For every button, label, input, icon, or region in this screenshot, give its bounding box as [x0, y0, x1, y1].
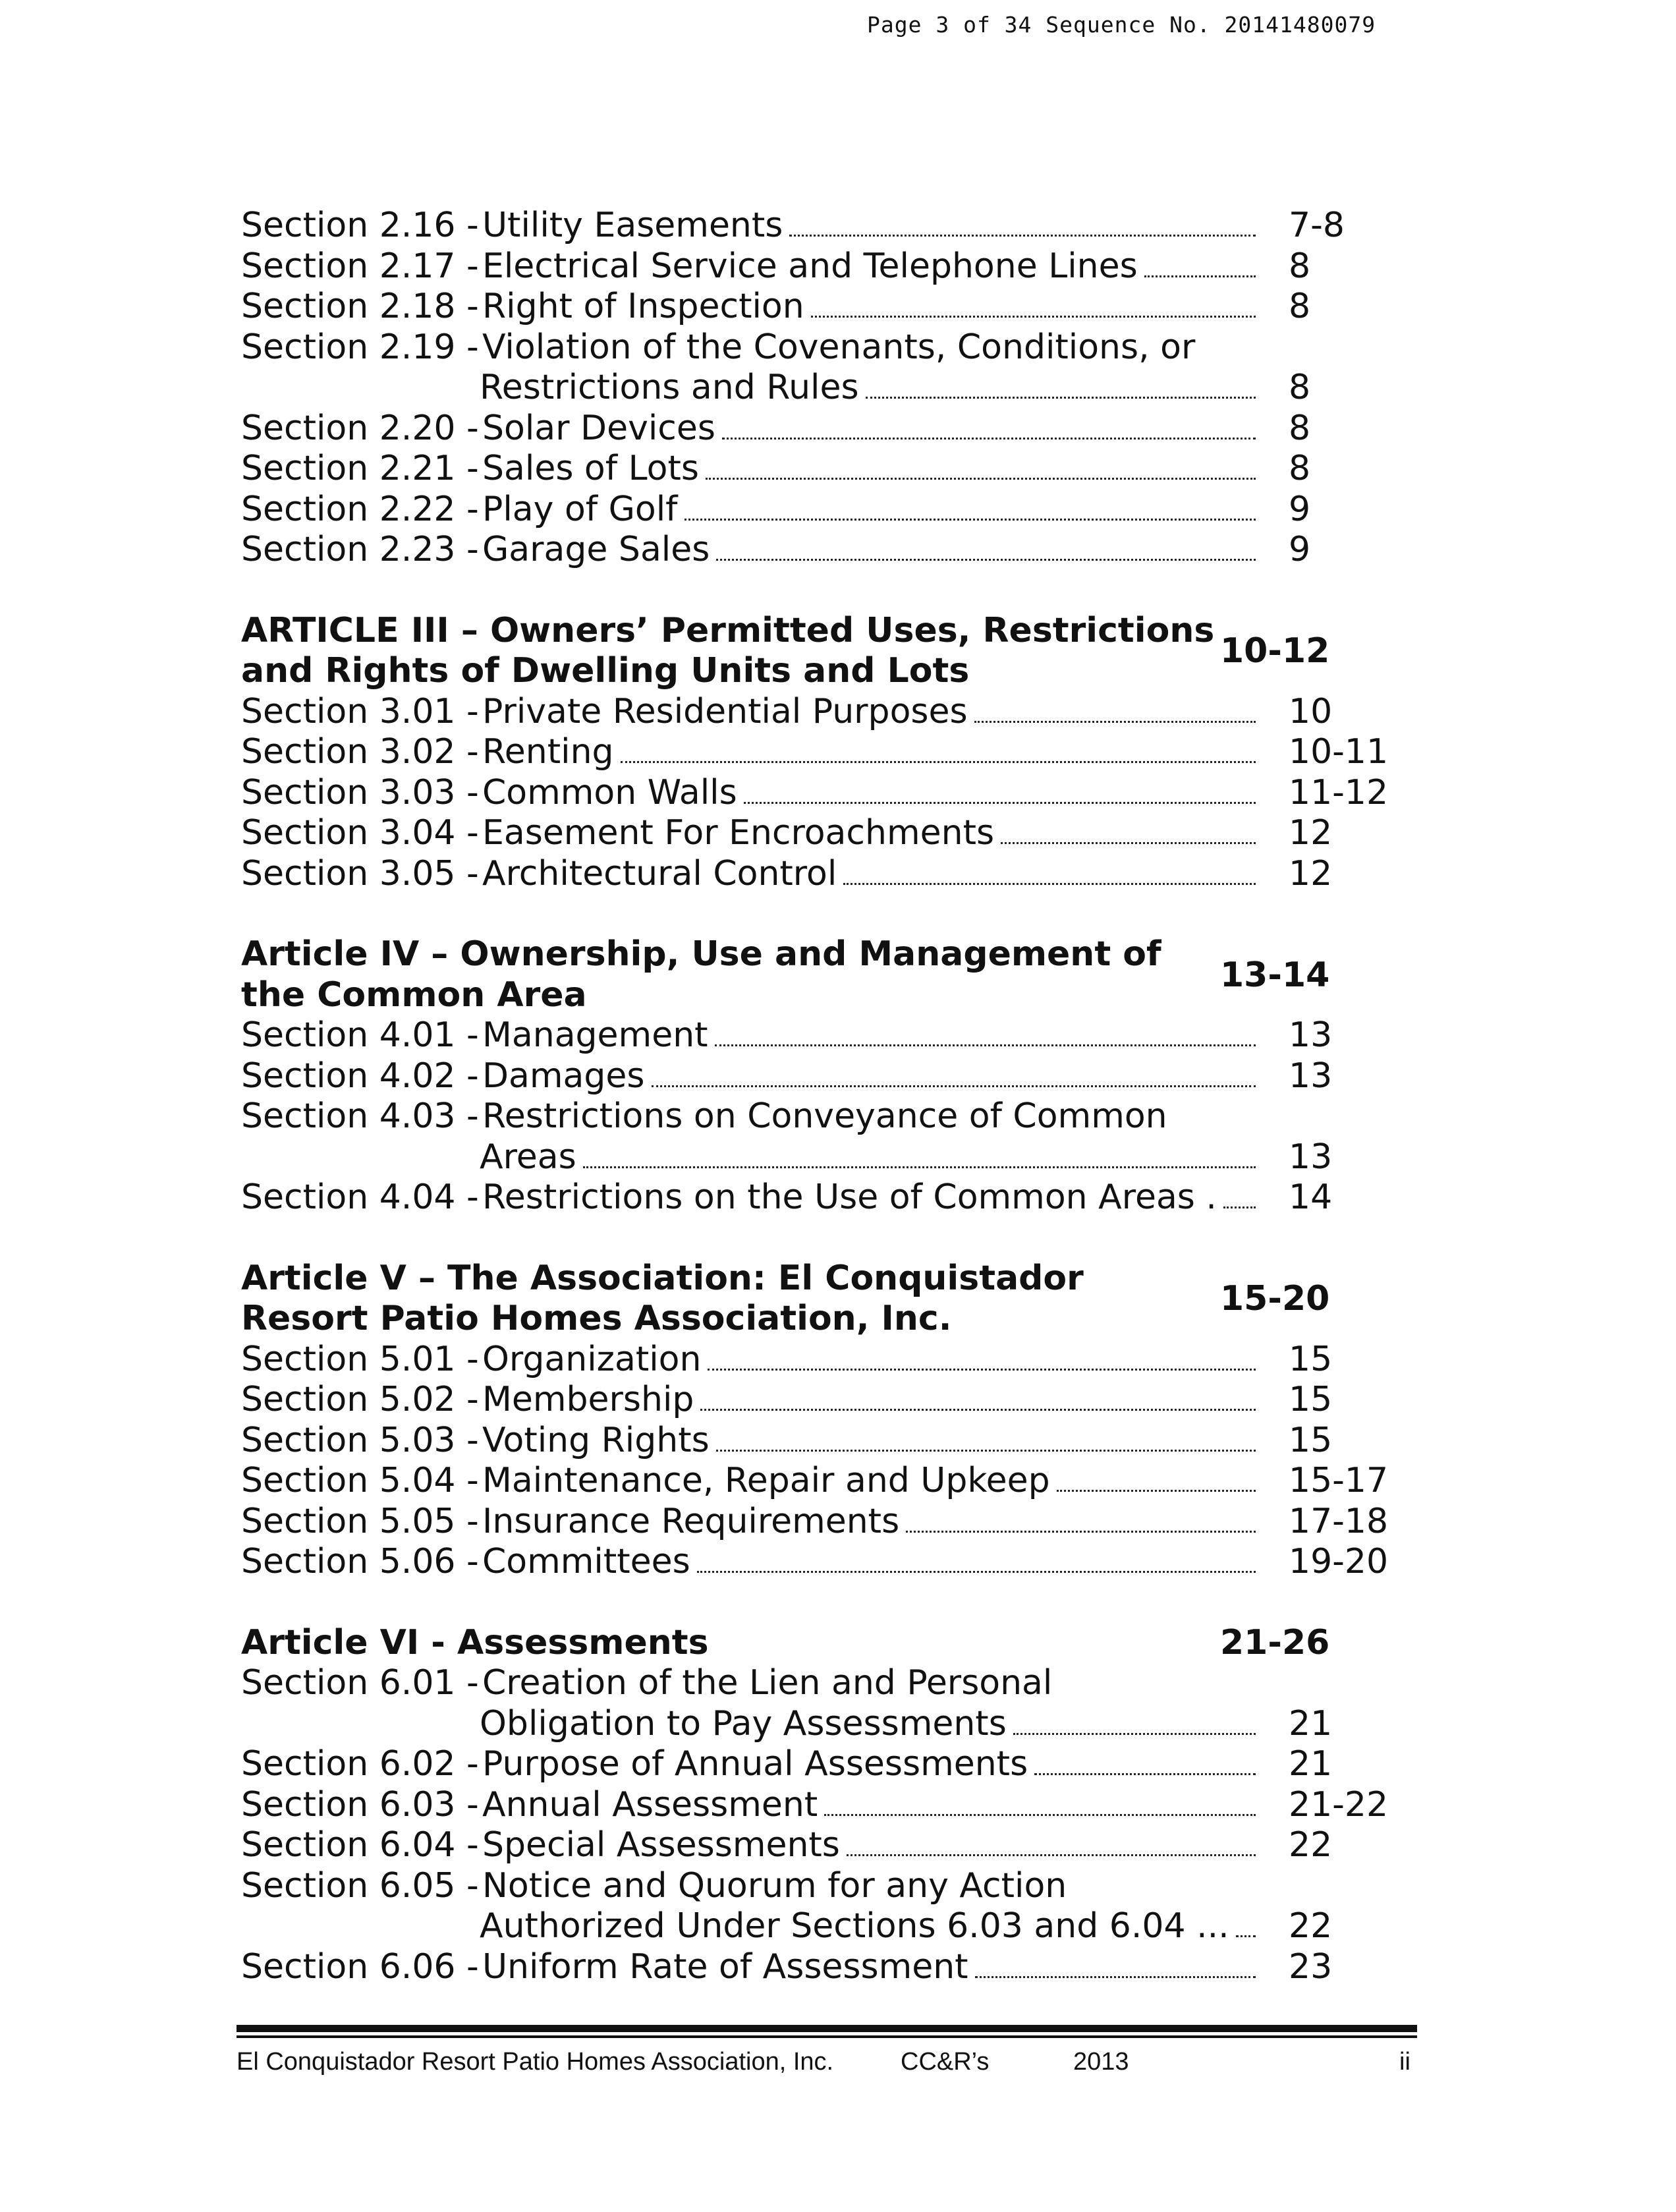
toc-entry-number: Section 2.22 - [241, 489, 479, 529]
toc-entry [241, 1785, 1401, 1826]
toc-entry-title-wrap [482, 490, 1289, 530]
article-title: Article V – The Association: El Conquistador Resort Patio Homes Association, Inc. [241, 1258, 1084, 1338]
toc-entry-page: 8 [1289, 449, 1311, 488]
toc-entry-number: Section 5.01 - [241, 1339, 479, 1379]
toc-entry-title-wrap [480, 368, 1289, 409]
toc-entry-title: Common Walls [482, 772, 737, 812]
footer-year: 2013 [1073, 2048, 1129, 2076]
toc-entry-page: 9 [1289, 530, 1311, 569]
toc-entry-title-wrap [482, 773, 1289, 814]
toc-entry-title-wrap [482, 813, 1289, 854]
toc-entry-title: Damages [482, 1056, 645, 1096]
dot-leader [1144, 275, 1256, 277]
toc-entry [241, 1906, 1401, 1947]
dot-leader [975, 1976, 1256, 1978]
toc-entry-page: 10-11 [1289, 732, 1389, 772]
toc-entry-title: Restrictions on the Use of Common Areas . [482, 1177, 1217, 1217]
toc-entry-title-wrap [482, 1177, 1289, 1218]
toc-entry-title: Right of Inspection [482, 287, 804, 326]
toc-entry-page: 7-8 [1289, 206, 1345, 245]
toc-entry-number: Section 3.02 - [241, 732, 479, 772]
toc-entry-number: Section 2.21 - [241, 449, 479, 488]
toc-entry-title-wrap [482, 732, 1289, 773]
toc-entry-title: Voting Rights [482, 1420, 710, 1460]
toc-entry-title-wrap [482, 1056, 1289, 1097]
toc-entry-title-wrap [482, 1015, 1289, 1056]
toc-entry-title: Restrictions on Conveyance of Common [482, 1096, 1167, 1136]
toc-entry-number: Section 2.23 - [241, 530, 479, 569]
toc-entry [241, 1421, 1401, 1461]
page-footer [237, 2048, 1417, 2081]
dot-leader [1223, 1206, 1256, 1208]
toc-entry-page: 12 [1289, 853, 1333, 893]
toc-entry-title: Creation of the Lien and Personal [482, 1663, 1053, 1703]
toc-entry-title: Renting [482, 732, 614, 772]
toc-entry [241, 1663, 1401, 1704]
toc-entry-page: 23 [1289, 1946, 1333, 1987]
toc-entry [241, 1056, 1401, 1097]
dot-leader [1236, 1935, 1256, 1937]
toc-entry-number: Section 5.02 - [241, 1380, 479, 1419]
toc-entry-title: Electrical Service and Telephone Lines [482, 246, 1138, 286]
toc-entry-title: Easement For Encroachments [482, 813, 995, 853]
toc-entry-number: Section 4.03 - [241, 1096, 479, 1136]
toc-entry-page: 13 [1289, 1056, 1333, 1096]
toc-entry-title-wrap [480, 1137, 1289, 1178]
toc-entry-title-wrap [482, 1421, 1289, 1461]
toc-entry-title-wrap [482, 1744, 1289, 1785]
toc-entry [241, 206, 1401, 246]
footer-rule [237, 2025, 1417, 2032]
toc-entry-page: 13 [1289, 1015, 1333, 1055]
toc-entry [241, 1947, 1401, 1988]
toc-entry [241, 490, 1401, 530]
article-pages: 13-14 [1220, 955, 1330, 995]
toc-entry [241, 773, 1401, 814]
toc-entry-title: Play of Golf [482, 489, 678, 529]
dot-leader [697, 1571, 1256, 1573]
toc-entry-title-wrap [482, 692, 1289, 733]
toc-entry-title: Uniform Rate of Assessment [482, 1946, 968, 1987]
toc-entry-title-wrap [482, 1096, 1289, 1137]
dot-leader [621, 761, 1256, 763]
toc-entry-title: Purpose of Annual Assessments [482, 1744, 1028, 1784]
toc-entry-title-wrap [482, 1785, 1289, 1826]
toc-entry-number: Section 3.04 - [241, 813, 479, 853]
dot-leader [744, 802, 1256, 804]
toc-entry-title-wrap [482, 854, 1289, 895]
toc-entry-page: 15-17 [1289, 1461, 1389, 1500]
toc-entry-page: 15 [1289, 1339, 1333, 1379]
toc-entry-page: 21 [1289, 1703, 1333, 1744]
toc-entry-number: Section 5.04 - [241, 1461, 479, 1500]
toc-entry [241, 1502, 1401, 1543]
toc-entry-title: Special Assessments [482, 1825, 840, 1865]
toc-entry-title: Violation of the Covenants, Conditions, or [482, 327, 1196, 367]
toc-entry [241, 692, 1401, 733]
dot-leader [700, 1409, 1256, 1411]
toc-entry-page: 13 [1289, 1137, 1333, 1177]
toc-entry [241, 1866, 1401, 1907]
toc-entry-page: 15 [1289, 1380, 1333, 1419]
article-title: Article VI - Assessments [241, 1622, 709, 1662]
dot-leader [722, 438, 1256, 440]
toc-entry-title: Annual Assessment [482, 1784, 818, 1825]
toc-entry-title-wrap [482, 409, 1289, 449]
dot-leader [789, 235, 1256, 237]
toc-entry-title-wrap [482, 1502, 1289, 1543]
toc-entry [241, 1542, 1401, 1583]
dot-leader [847, 1854, 1256, 1856]
toc-entry-page: 22 [1289, 1825, 1333, 1865]
toc-entry-page: 12 [1289, 813, 1333, 853]
article-4-heading [241, 934, 1401, 1015]
page-header-sequence: Page 3 of 34 Sequence No. 20141480079 [867, 12, 1376, 38]
dot-leader [843, 883, 1256, 885]
footer-doc: CC&R’s [901, 2048, 990, 2076]
toc-entry-title: Architectural Control [482, 853, 837, 893]
toc-entry-title-wrap [480, 1906, 1289, 1947]
toc-entry-page: 11-12 [1289, 772, 1389, 812]
toc-entry-page: 21 [1289, 1744, 1333, 1784]
toc-entry-page: 17-18 [1289, 1501, 1389, 1541]
toc-entry-page: 8 [1289, 287, 1311, 326]
toc-group-article-5 [241, 1340, 1401, 1583]
toc-group-article-3 [241, 692, 1401, 895]
toc-entry-number: Section 3.01 - [241, 691, 479, 731]
toc-entry-title-wrap [482, 1663, 1289, 1704]
toc-entry [241, 813, 1401, 854]
article-title: Article IV – Ownership, Use and Management of the Common Area [241, 934, 1161, 1015]
toc-entry-title: Obligation to Pay Assessments [480, 1703, 1007, 1744]
toc-entry-page: 22 [1289, 1906, 1333, 1946]
toc-entry [241, 1137, 1401, 1178]
toc-entry-page: 9 [1289, 489, 1311, 529]
toc-entry-title-wrap [482, 287, 1289, 327]
toc-entry-number: Section 6.05 - [241, 1865, 479, 1906]
dot-leader [583, 1166, 1256, 1168]
dot-leader [715, 1044, 1256, 1046]
toc-entry-title: Sales of Lots [482, 449, 699, 488]
toc-entry-title: Membership [482, 1380, 694, 1419]
toc-entry-number: Section 4.02 - [241, 1056, 479, 1096]
toc-entry-title-wrap [482, 1825, 1289, 1866]
dot-leader [1057, 1490, 1256, 1492]
toc-entry-title: Management [482, 1015, 708, 1055]
dot-leader [1001, 842, 1256, 844]
toc-entry [241, 246, 1401, 287]
toc-entry-title: Organization [482, 1339, 702, 1379]
article-6-heading [241, 1623, 1401, 1664]
toc-entry-title-wrap [482, 1380, 1289, 1421]
dot-leader [906, 1531, 1256, 1533]
toc-entry-title-wrap [480, 1704, 1289, 1745]
article-pages: 15-20 [1220, 1279, 1330, 1319]
toc-entry-title: Utility Easements [482, 206, 783, 245]
toc-entry-number: Section 6.04 - [241, 1825, 479, 1865]
toc-entry-number: Section 4.01 - [241, 1015, 479, 1055]
toc-entry [241, 1096, 1401, 1137]
toc-entry-title-wrap [482, 327, 1289, 368]
toc-entry-title-wrap [482, 1542, 1289, 1583]
toc-entry-page: 10 [1289, 691, 1333, 731]
toc-entry-number: Section 3.05 - [241, 853, 479, 893]
toc-entry-title-wrap [482, 1947, 1289, 1988]
article-pages: 10-12 [1220, 631, 1330, 671]
toc-entry-number: Section 6.03 - [241, 1784, 479, 1825]
toc-group-article-6 [241, 1663, 1401, 1987]
toc-entry-page: 8 [1289, 368, 1311, 407]
toc-group-article-4 [241, 1015, 1401, 1218]
dot-leader [866, 397, 1256, 399]
toc-entry-number: Section 5.06 - [241, 1542, 479, 1581]
dot-leader [811, 316, 1256, 318]
toc-entry-title: Authorized Under Sections 6.03 and 6.04 ... [480, 1906, 1229, 1946]
toc-entry-title: Maintenance, Repair and Upkeep [482, 1461, 1050, 1500]
toc-entry-number: Section 2.17 - [241, 246, 479, 286]
toc-entry-number: Section 2.20 - [241, 408, 479, 448]
dot-leader [684, 519, 1256, 521]
toc-entry-title-wrap [482, 246, 1289, 287]
toc-entry-title: Garage Sales [482, 530, 710, 569]
toc-entry-page: 14 [1289, 1177, 1333, 1217]
toc-entry-number: Section 6.02 - [241, 1744, 479, 1784]
toc-entry-title-wrap [482, 449, 1289, 490]
toc-entry-title-wrap [482, 1866, 1289, 1907]
article-3-heading [241, 611, 1401, 692]
table-of-contents [241, 206, 1401, 1987]
toc-entry-title: Restrictions and Rules [480, 368, 859, 407]
toc-entry-title: Solar Devices [482, 408, 715, 448]
toc-entry [241, 530, 1401, 571]
toc-entry-title: Areas [480, 1137, 576, 1177]
toc-entry [241, 287, 1401, 327]
toc-entry-number: Section 3.03 - [241, 772, 479, 812]
toc-entry-title: Notice and Quorum for any Action [482, 1865, 1067, 1906]
dot-leader [824, 1814, 1256, 1816]
dot-leader [974, 721, 1256, 723]
toc-entry-number: Section 2.18 - [241, 287, 479, 326]
toc-entry-number: Section 2.19 - [241, 327, 479, 367]
dot-leader [716, 1450, 1256, 1452]
toc-entry-title-wrap [482, 1340, 1289, 1380]
toc-entry [241, 1340, 1401, 1380]
toc-entry [241, 1177, 1401, 1218]
toc-entry-title-wrap [482, 206, 1289, 246]
toc-entry-page: 21-22 [1289, 1784, 1389, 1825]
toc-entry [241, 409, 1401, 449]
toc-entry-title-wrap [482, 530, 1289, 571]
toc-entry-page: 8 [1289, 246, 1311, 286]
article-title: ARTICLE III – Owners’ Permitted Uses, Restrictions and Rights of Dwelling Units and Lots [241, 610, 1215, 691]
toc-entry [241, 1380, 1401, 1421]
dot-leader [1034, 1773, 1256, 1775]
toc-entry [241, 368, 1401, 409]
dot-leader [1013, 1733, 1256, 1735]
toc-entry [241, 1744, 1401, 1785]
footer-page-number: ii [1399, 2048, 1411, 2076]
toc-entry-title: Private Residential Purposes [482, 691, 968, 731]
toc-entry-title: Committees [482, 1542, 690, 1581]
article-5-heading [241, 1259, 1401, 1340]
toc-entry [241, 854, 1401, 895]
toc-entry-page: 8 [1289, 408, 1311, 448]
toc-entry-number: Section 5.05 - [241, 1501, 479, 1541]
toc-entry-title-wrap [482, 1461, 1289, 1502]
toc-entry [241, 732, 1401, 773]
toc-entry [241, 327, 1401, 368]
toc-entry [241, 1461, 1401, 1502]
footer-rule [237, 2035, 1417, 2038]
dot-leader [716, 559, 1256, 561]
toc-entry-page: 19-20 [1289, 1542, 1389, 1581]
toc-entry [241, 1704, 1401, 1745]
toc-entry [241, 1825, 1401, 1866]
toc-entry-page: 15 [1289, 1420, 1333, 1460]
toc-entry [241, 1015, 1401, 1056]
toc-entry [241, 449, 1401, 490]
toc-entry-number: Section 6.01 - [241, 1663, 479, 1703]
toc-entry-title: Insurance Requirements [482, 1501, 900, 1541]
toc-group-article-2 [241, 206, 1401, 571]
dot-leader [708, 1369, 1256, 1371]
dot-leader [652, 1085, 1256, 1087]
article-pages: 21-26 [1220, 1623, 1330, 1663]
dot-leader [706, 478, 1256, 480]
toc-entry-number: Section 6.06 - [241, 1946, 479, 1987]
toc-entry-number: Section 2.16 - [241, 206, 479, 245]
toc-entry-number: Section 4.04 - [241, 1177, 479, 1217]
toc-entry-number: Section 5.03 - [241, 1420, 479, 1460]
footer-org: El Conquistador Resort Patio Homes Association, Inc. [237, 2048, 834, 2076]
